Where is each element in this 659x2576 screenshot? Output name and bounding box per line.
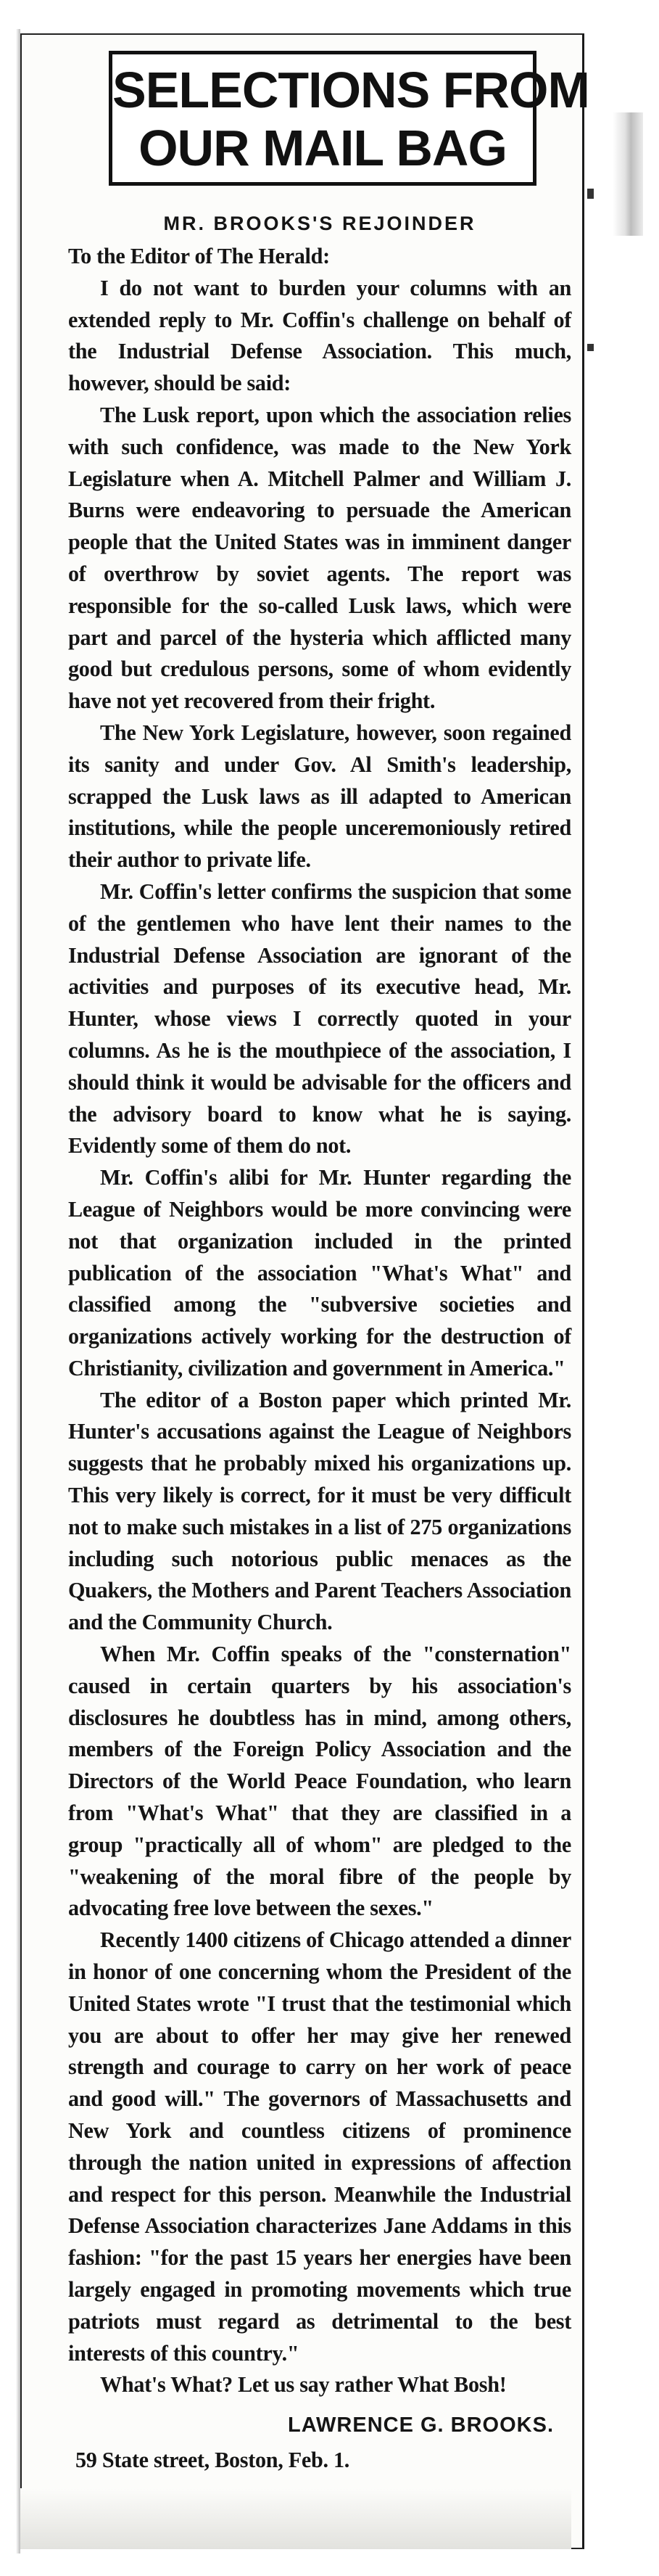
paragraph: Mr. Coffin's letter confirms the suspicion that some of the gentlemen who have lent their names to the Industrial Defense Association are ignorant of the activities and purposes of its executive head, Mr. Hunter, whose views I correctly quoted in your columns. As he is the mouthpiece of the association, I should think it would be advisable for the officers and the advisory board to know what he is saying. Evidently some of them do not. <box>68 878 571 1159</box>
signature: LAWRENCE G. BROOKS. <box>287 2414 554 2437</box>
paragraph: When Mr. Coffin speaks of the "consternation" caused in certain quarters by his association's disclosures he doubtless has in mind, among others, members of the Foreign Policy Association and the Directors of the World Peace Foundation, who learn from "What's What" that they are classified in a group "practically all of whom" are pledged to the "weakening of the moral fibre of the people by advocating free love between the sexes." <box>68 1642 571 1921</box>
salutation: To the Editor of The Herald: <box>68 244 330 268</box>
paragraph: I do not want to burden your columns with an extended reply to Mr. Coffin's challenge on behalf of the Industrial Defense Association. This much, however, should be said: <box>68 275 571 396</box>
headline-line-1: SELECTIONS FROM <box>112 62 589 118</box>
ink-mark <box>587 189 594 199</box>
paragraph: The Lusk report, upon which the association relies with such confidence, was made to the New York Legislature when A. Mitchell Palmer and William J. Burns were endeavoring to persuade the American people that the United States was in imminent danger of overthrow by soviet agents. The report was responsible for the so-called Lusk laws, which were part and parcel of the hysteria which afflicted many good but credulous persons, some of whom evidently have not yet recovered from their fright. <box>68 402 571 714</box>
headline-box <box>109 51 589 186</box>
margin-ink-marks <box>587 189 616 496</box>
letter-subhead: MR. BROOKS'S REJOINDER <box>163 213 476 234</box>
sender-address: 59 State street, Boston, Feb. 1. <box>75 2447 350 2472</box>
paragraph: What's What? Let us say rather What Bosh! <box>100 2372 507 2398</box>
letter-body <box>68 190 571 2477</box>
ink-mark <box>587 344 594 351</box>
paragraph: Recently 1400 citizens of Chicago attended a dinner in honor of one concerning whom the President of the United States wrote "I trust that the testimonial which you are about to offer her may give her renewed strength and courage to carry on her work of peace and good will." The governors of Massachusetts and New York and countless citizens of prominence through the nation united in expressions of affection and respect for this person. Meanwhile the Industrial Defense Association characterizes Jane Addams in this fashion: "for the past 15 years her energies have been largely engaged in promoting movements which true patriots must regard as detrimental to the best interests of this country." <box>68 1927 571 2366</box>
paragraph: The New York Legislature, however, soon regained its sanity and under Gov. Al Smith's leadership, scrapped the Lusk laws as ill adapted to American institutions, while the people unceremoniously retired their author to private life. <box>68 720 571 873</box>
ink-smudge <box>613 112 643 236</box>
paragraph: Mr. Coffin's alibi for Mr. Hunter regarding the League of Neighbors would be more convincing were not that organization included in the printed publication of the association "What's What" and classified among the "subversive societies and organizations actively working for the destruction of Christianity, civilization and government in America." <box>68 1165 571 1380</box>
paragraph: The editor of a Boston paper which printed Mr. Hunter's accusations against the League of Neighbors suggests that he probably mixed his organizations up. This very likely is correct, for it must be very difficult not to make such mistakes in a list of 275 organizations including such notorious public menaces as the Quakers, the Mothers and Parent Teachers Association and the Community Church. <box>68 1387 571 1635</box>
paper-fold-shade <box>20 2488 571 2549</box>
headline-line-2: OUR MAIL BAG <box>138 120 507 176</box>
